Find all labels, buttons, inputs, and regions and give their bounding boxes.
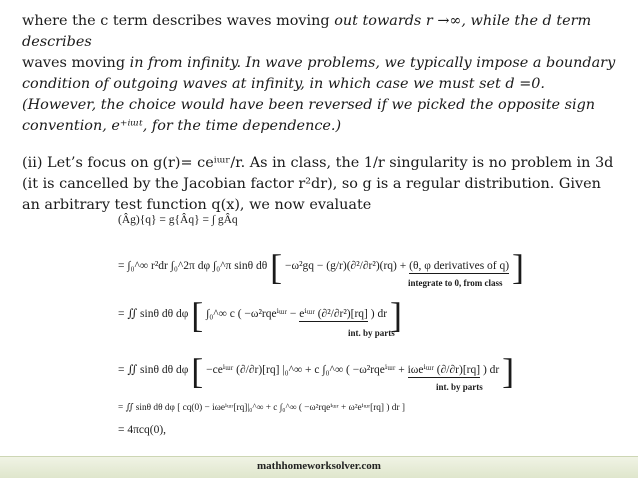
underbrace-term: (θ, φ derivatives of q)	[409, 260, 510, 272]
equation-line-3: = ∬ sinθ dθ dφ [ ∫₀^∞ c ( −ω²rqeⁱᵚʳ − eⁱᵚʳ (∂²/∂r²)[rq] ) dr ]	[118, 295, 402, 335]
equation-text: = ∫₀^∞ r²dr ∫₀^2π dφ ∫₀^π sinθ dθ	[118, 260, 268, 272]
annotation-int-by-parts-1: int. by parts	[348, 328, 395, 338]
text-segment: (ii) Let’s focus on g(r)= ceⁱᵚʳ/r. As in class, the 1/r singularity is no problem in 3d (it is cancelled by the Jacobian factor r²dr), so g is a regular distribution. Given an arbitrary test function q(x), we now evaluate	[22, 155, 614, 213]
derivation-block	[118, 212, 558, 448]
equation-line-5	[118, 402, 405, 413]
underbrace-term: eⁱᵚʳ (∂²/∂r²)[rq]	[299, 308, 368, 320]
paragraph-boundary-condition	[22, 11, 622, 137]
annotation-integrate: integrate to 0, from class	[408, 278, 503, 288]
equation-line-1	[118, 214, 238, 226]
italic-segment: in from infinity. In wave problems, we typically impose a boundary condition of outgoing waves at infinity, in which case we must set d =0. (However, the choice would have been reversed if we picked the opposite sign convention, e⁺ⁱᵚᵗ, for the time dependence.)	[22, 55, 616, 134]
italic-segment: out towards r →∞, while the d term describes	[22, 13, 592, 50]
footer-divider	[0, 456, 638, 457]
footer-site-name: mathhomeworksolver.com	[257, 460, 381, 472]
equation-text: −ceⁱᵚʳ (∂/∂r)[rq] |₀^∞ + c ∫₀^∞ ( −ω²rqeⁱᵚʳ +	[206, 364, 405, 376]
annotation-int-by-parts-2: int. by parts	[436, 382, 483, 392]
equation-text: = ∬ sinθ dθ dφ	[118, 364, 189, 376]
equation-text: ) dr	[370, 308, 388, 320]
equation-text: ∫₀^∞ c ( −ω²rqeⁱᵚʳ −	[206, 308, 297, 320]
equation-line-6	[118, 424, 166, 436]
equation-text: (Âg){q} = g{Âq} = ∫ gÂq	[118, 214, 238, 226]
equation-line-2: = ∫₀^∞ r²dr ∫₀^2π dφ ∫₀^π sinθ dθ [ −ω²gq − (g/r)(∂²/∂r²)(rq) + (θ, φ derivatives of q) ]	[118, 247, 524, 287]
equation-text: ) dr	[482, 364, 500, 376]
paragraph-focus-g	[22, 153, 622, 216]
equation-text: = ∬ sinθ dθ dφ	[118, 308, 189, 320]
equation-line-4: = ∬ sinθ dθ dφ [ −ceⁱᵚʳ (∂/∂r)[rq] |₀^∞ + c ∫₀^∞ ( −ω²rqeⁱᵚʳ + iωeⁱᵚʳ (∂/∂r)[rq] ) dr ]	[118, 351, 515, 391]
text-segment: where the c term describes waves moving	[22, 13, 335, 29]
equation-text: = ∬ sinθ dθ dφ [ cq(0) − iωeⁱᵚʳ[rq]|₀^∞ + c ∫₀^∞ ( −ω²rqeⁱᵚʳ + ω²eⁱᵚʳ[rq] ) dr ]	[118, 403, 405, 413]
text-segment: waves moving	[22, 55, 130, 71]
equation-text: −ω²gq − (g/r)(∂²/∂r²)(rq) +	[285, 260, 407, 272]
equation-text: = 4πcq(0),	[118, 424, 167, 436]
underbrace-term: iωeⁱᵚʳ (∂/∂r)[rq]	[407, 364, 481, 376]
